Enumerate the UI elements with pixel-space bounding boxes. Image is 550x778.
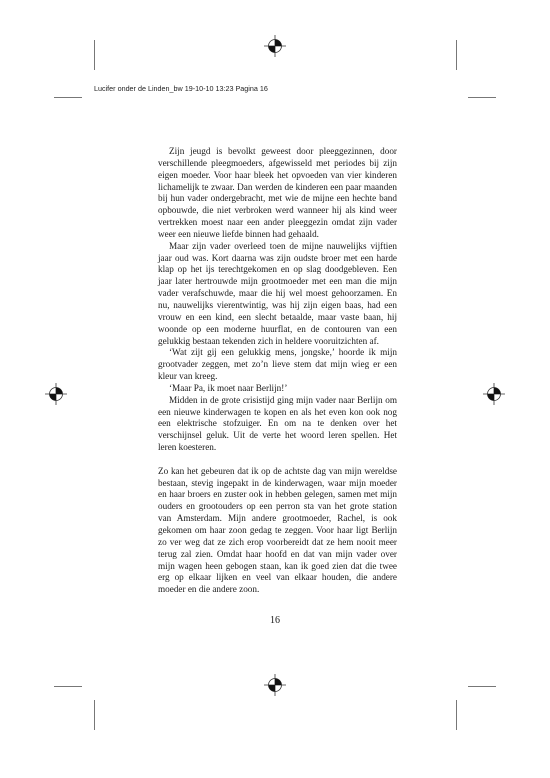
registration-mark-top-icon [264,35,286,57]
crop-mark-bottom-left-horizontal [54,686,82,687]
crop-mark-top-left-horizontal [54,97,82,98]
body-text [158,146,397,596]
crop-mark-bottom-right [456,700,457,730]
paragraph: ‘Maar Pa, ik moet naar Berlijn!’ [169,382,288,393]
page-number: 16 [270,615,280,626]
crop-mark-bottom-right-horizontal [468,686,496,687]
crop-mark-top-right-horizontal [468,97,496,98]
paragraph: Midden in de grote crisistijd ging mijn vader naar Berlijn om een nieuwe kinderwagen te kopen en als het even kon ook nog een elektrische stofzuiger. En om na te denken over het verschijnsel geluk. Uit de verte het woord leren spellen. Het leren koesteren. [158,394,397,453]
paragraph-section-start: Zo kan het gebeuren dat ik op de achtste dag van mijn wereldse bestaan, stevig ingepakt in de kinderwagen, waar mijn moeder en haar broers en zuster ook in hebben gelegen, samen met mijn ouders en grootouders op een perron sta van het grote station van Amsterdam. Mijn andere grootmoeder, Rachel, is ook gekomen om haar zoon gedag te zeggen. Voor haar ligt Berlijn zo ver weg dat ze zich erop voorbereidt dat ze hem nooit meer terug zal zien. Omdat haar hoofd en dat van mijn vader over mijn wagen heen gebogen staan, kan ik goed zien dat die twee erg op elkaar lijken en veel van elkaar houden, die andere moeder en die andere zoon. [158,465,397,595]
print-slug: Lucifer onder de Linden_bw 19-10-10 13:23 Pagina 16 [94,84,268,93]
paragraph: ‘Wat zijt gij een gelukkig mens, jongske,’ hoorde ik mijn grootvader zeggen, met zo’n lieve stem dat mijn wieg er een kleur van kreeg. [158,347,397,382]
registration-mark-left-icon [45,383,67,405]
paragraph: Zijn jeugd is bevolkt geweest door pleeggezinnen, door verschillende pleegmoeders, afgewisseld met periodes bij zijn eigen moeder. Voor haar bleek het opvoeden van vier kinderen lichamelijk te zwaar. Dan werden de kinderen een paar maanden bij hun vader ondergebracht, met wie de mijne een hechte band opbouwde, die niet verbroken werd wanneer hij als kind weer vertrekken moest naar een ander pleeggezin omdat zijn vader weer een nieuwe liefde binnen had gehaald. [158,146,397,239]
crop-mark-top-right [456,40,457,70]
paragraph: Maar zijn vader overleed toen de mijne nauwelijks vijftien jaar oud was. Kort daarna was zijn oudste broer met een harde klap op het ijs terechtgekomen en op slag doodgebleven. Een jaar later hertrouwde mijn grootmoeder met een man die mijn vader verafschuwde, maar die hij wel moest gehoorzamen. En nu, nauwelijks vierentwintig, was hij zijn eigen baas, had een vrouw en een kind, een slecht betaalde, maar vaste baan, hij woonde op een moderne huurflat, en de contouren van een gelukkig bestaan tekenden zich in heldere vooruitzichten af. [158,240,397,346]
crop-mark-bottom-left [94,700,95,730]
crop-mark-top-left [94,40,95,70]
registration-mark-bottom-icon [264,674,286,696]
registration-mark-right-icon [483,383,505,405]
